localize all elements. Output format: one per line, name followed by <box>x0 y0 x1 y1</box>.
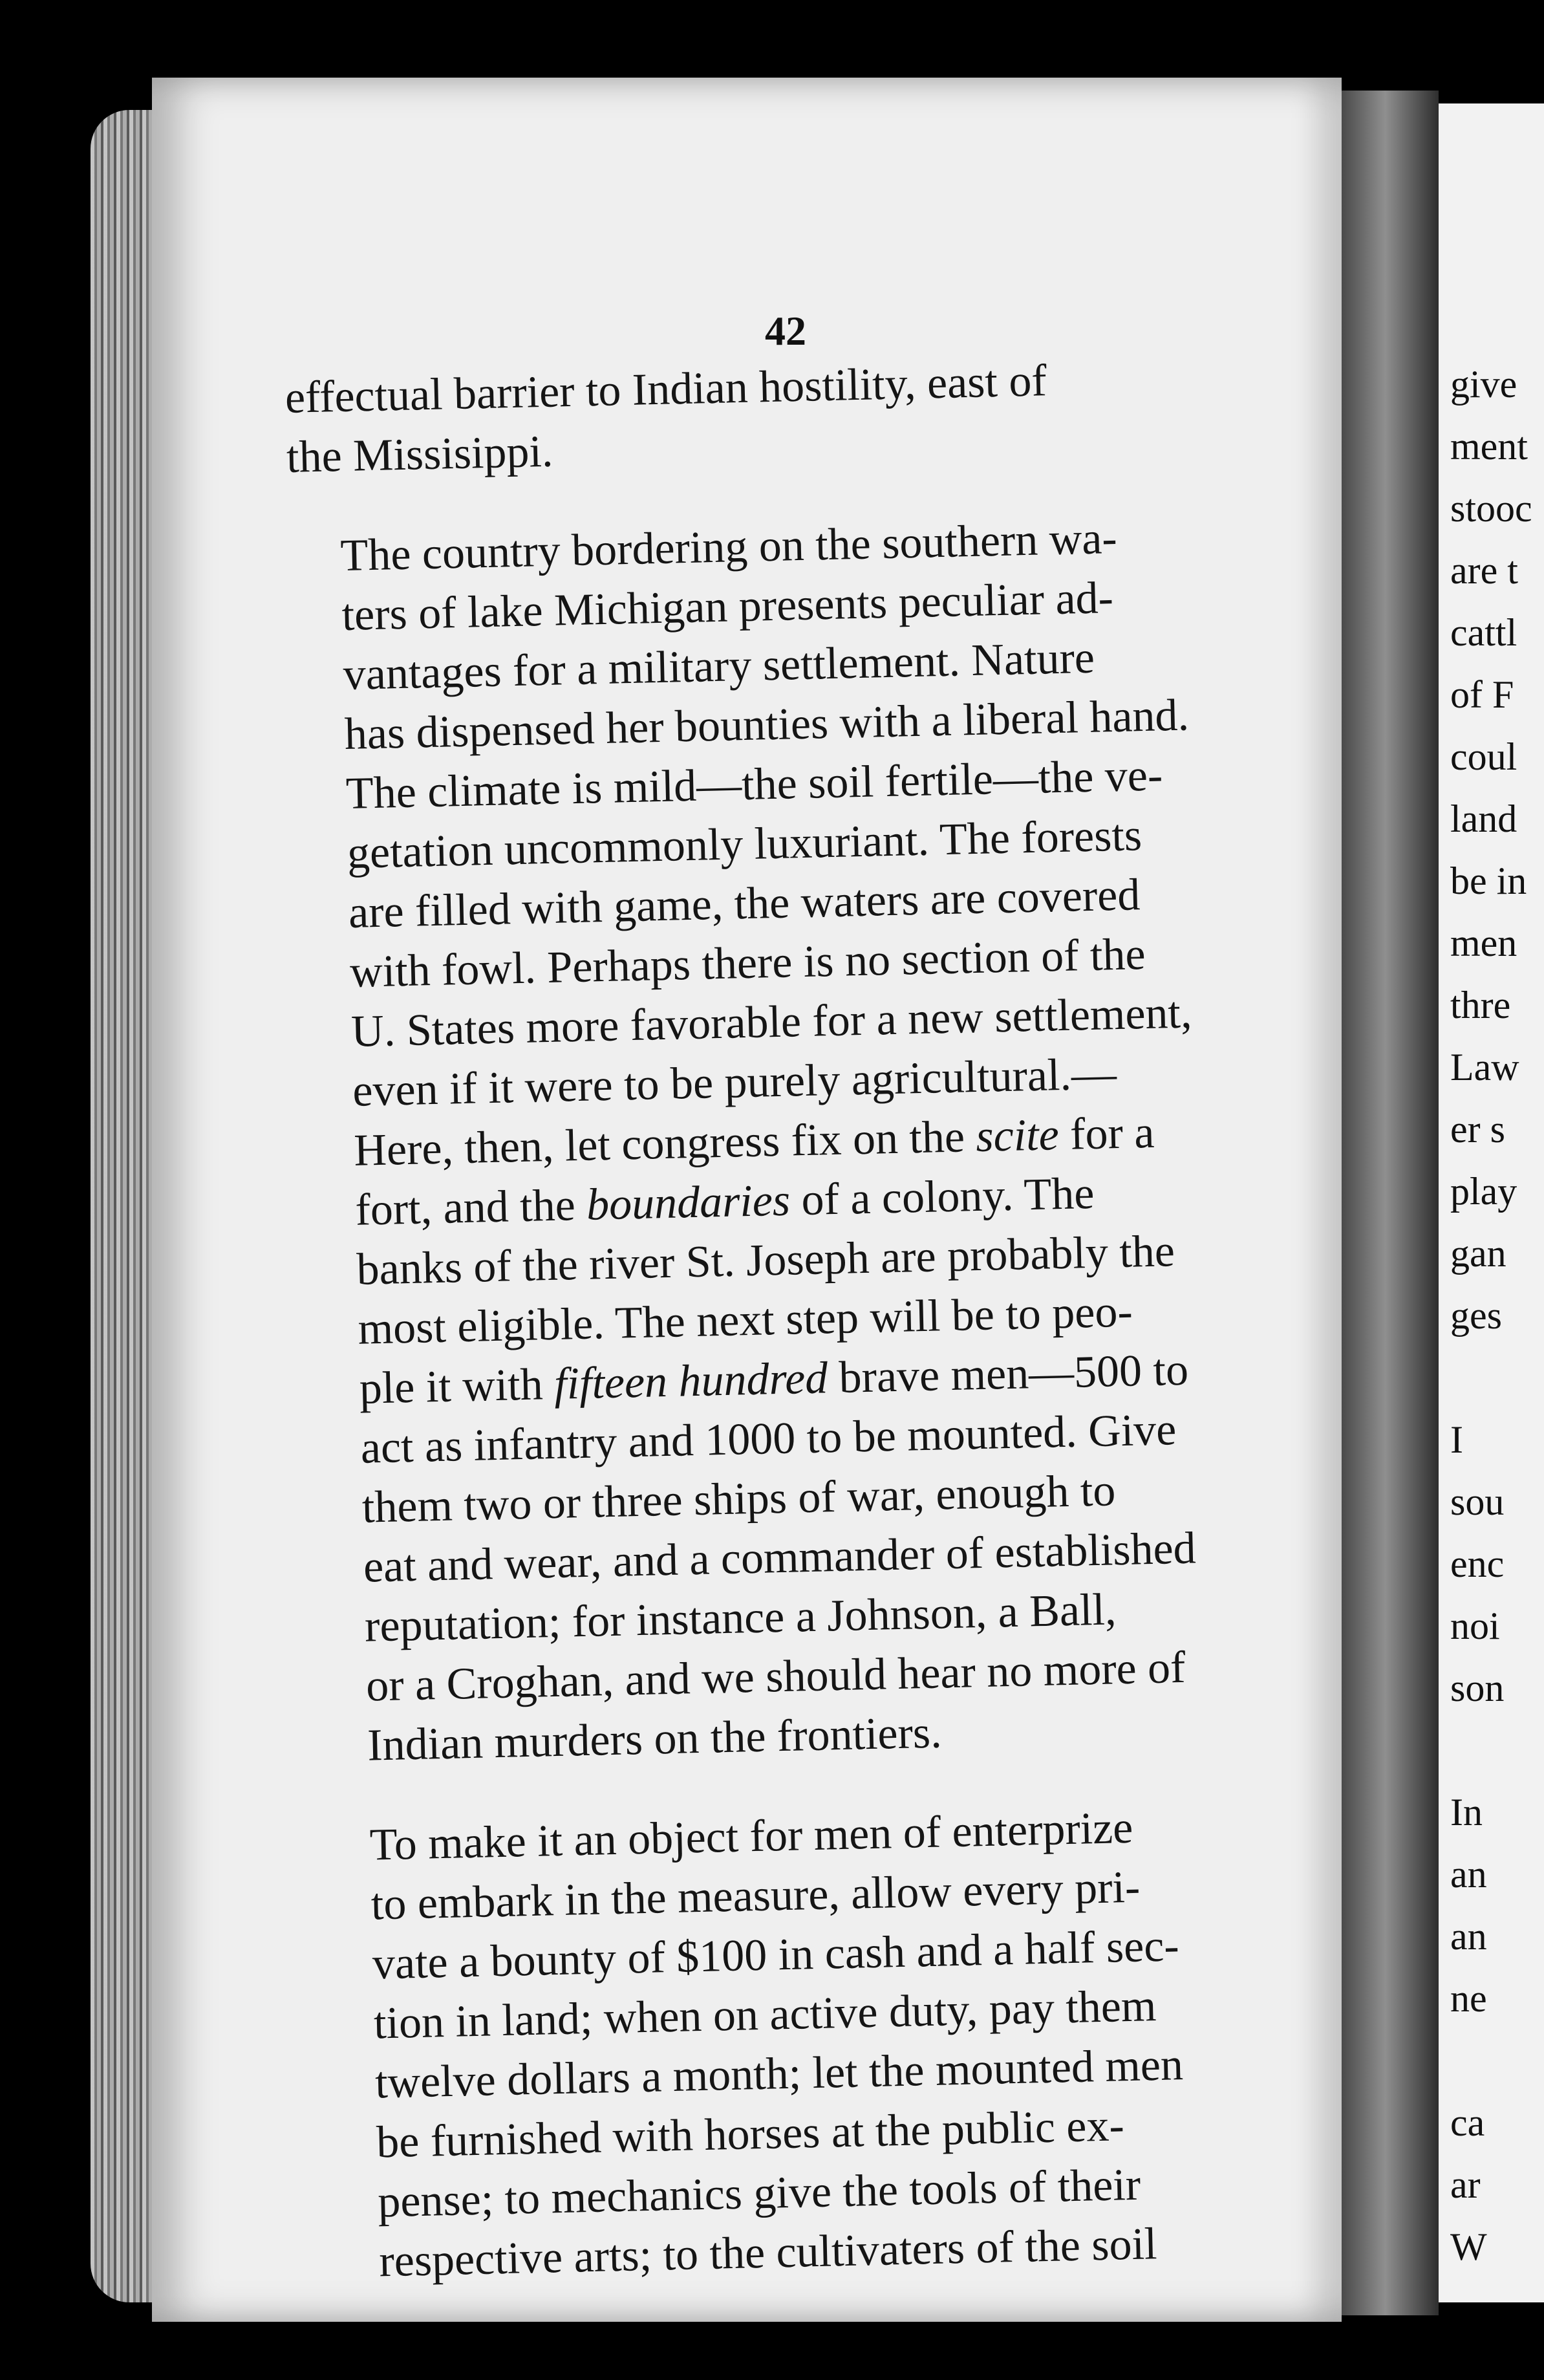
text-line: has dispensed her bounties with a liberal hand. <box>343 690 1190 760</box>
facing-page-line: men <box>1450 922 1517 964</box>
text-line: with fowl. Perhaps there is no section of the <box>349 929 1146 997</box>
facing-page-line: land <box>1450 797 1517 840</box>
facing-page-line: ne <box>1450 1977 1487 2020</box>
body-text <box>284 344 1415 2333</box>
paragraph-2 <box>288 503 1402 1777</box>
text-line: are filled with game, the waters are covered <box>348 870 1141 938</box>
facing-page-line: ar <box>1450 2163 1481 2206</box>
text-line: reputation; for instance a Johnson, a Ball, <box>364 1585 1117 1652</box>
facing-page-line: ges <box>1450 1294 1502 1337</box>
text-line: vate a bounty of $100 in cash and a half sec- <box>372 1921 1180 1989</box>
paragraph-1 <box>284 344 1373 488</box>
facing-page-line: Law <box>1450 1046 1519 1088</box>
text-line: getation uncommonly luxuriant. The forests <box>347 810 1142 878</box>
text-line: the Missisippi. <box>286 426 554 482</box>
facing-page-line: cattl <box>1450 611 1517 654</box>
facing-page-line: thre <box>1450 984 1511 1026</box>
text-line: to embark in the measure, allow every pri- <box>370 1862 1141 1930</box>
text-line: The country bordering on the southern wa- <box>339 513 1118 581</box>
facing-page-fragment <box>1439 103 1544 2302</box>
facing-page-line: an <box>1450 1915 1487 1958</box>
text-line: ters of lake Michigan presents peculiar ad- <box>341 573 1114 641</box>
text-line: Indian murders on the frontiers. <box>367 1707 943 1771</box>
facing-page-line: of F <box>1450 673 1514 716</box>
facing-page-line: an <box>1450 1853 1487 1896</box>
italic-emphasis: scite <box>975 1110 1060 1162</box>
paragraph-3 <box>317 1792 1414 2293</box>
facing-page-line: play <box>1450 1170 1517 1213</box>
text-line: Here, then, let congress fix on the scite for a <box>353 1107 1155 1176</box>
text-line: respective arts; to the cultivaters of the soil <box>378 2219 1158 2287</box>
facing-page-line: give <box>1450 363 1517 406</box>
text-line: vantages for a military settlement. Nature <box>342 633 1095 700</box>
text-line: fort, and the boundaries of a colony. The <box>354 1168 1095 1235</box>
facing-page-line: In <box>1450 1791 1483 1834</box>
text-line: be furnished with horses at the public ex- <box>376 2101 1125 2168</box>
facing-page-line: son <box>1450 1667 1505 1709</box>
italic-emphasis: boundaries <box>586 1175 791 1230</box>
text-line: act as infantry and 1000 to be mounted. Give <box>360 1405 1177 1473</box>
text-line: pense; to mechanics give the tools of their <box>377 2159 1141 2227</box>
facing-page-line: gan <box>1450 1232 1506 1275</box>
text-line: them two or three ships of war, enough to <box>361 1466 1117 1533</box>
text-line: U. States more favorable for a new settlement, <box>350 988 1193 1057</box>
text-line: or a Croghan, and we should hear no more of <box>365 1642 1186 1711</box>
facing-page-line: ment <box>1450 425 1528 468</box>
facing-page-line: noi <box>1450 1605 1500 1647</box>
facing-page-line: stooc <box>1450 487 1532 530</box>
text-line: banks of the river St. Joseph are probably the <box>356 1226 1175 1295</box>
text-line: effectual barrier to Indian hostility, east of <box>284 356 1047 423</box>
page-number: 42 <box>765 308 806 354</box>
facing-page-line: sou <box>1450 1480 1505 1523</box>
facing-page-line: are t <box>1450 549 1518 592</box>
text-line: The climate is mild—the soil fertile—the ve- <box>345 750 1164 819</box>
facing-page-line: enc <box>1450 1542 1505 1585</box>
text-line: To make it an object for men of enterprize <box>369 1802 1134 1870</box>
text-line: ple it with fifteen hundred brave men—500 to <box>358 1345 1189 1414</box>
facing-page-line: er s <box>1450 1108 1505 1151</box>
italic-emphasis: fifteen hundred <box>553 1353 829 1409</box>
facing-page-line: ca <box>1450 2101 1485 2144</box>
text-line: eat and wear, and a commander of established <box>363 1523 1197 1592</box>
facing-page-line: be in <box>1450 860 1527 902</box>
text-line: most eligible. The next step will be to peo- <box>357 1286 1133 1354</box>
facing-page-line: coul <box>1450 735 1517 778</box>
facing-page-line: I <box>1450 1418 1463 1461</box>
text-line: tion in land; when on active duty, pay them <box>373 1981 1157 2049</box>
text-line: even if it were to be purely agricultural.— <box>352 1049 1117 1116</box>
text-line: twelve dollars a month; let the mounted men <box>374 2040 1184 2108</box>
book-gutter <box>1342 91 1439 2315</box>
facing-page-line: W <box>1450 2225 1487 2268</box>
